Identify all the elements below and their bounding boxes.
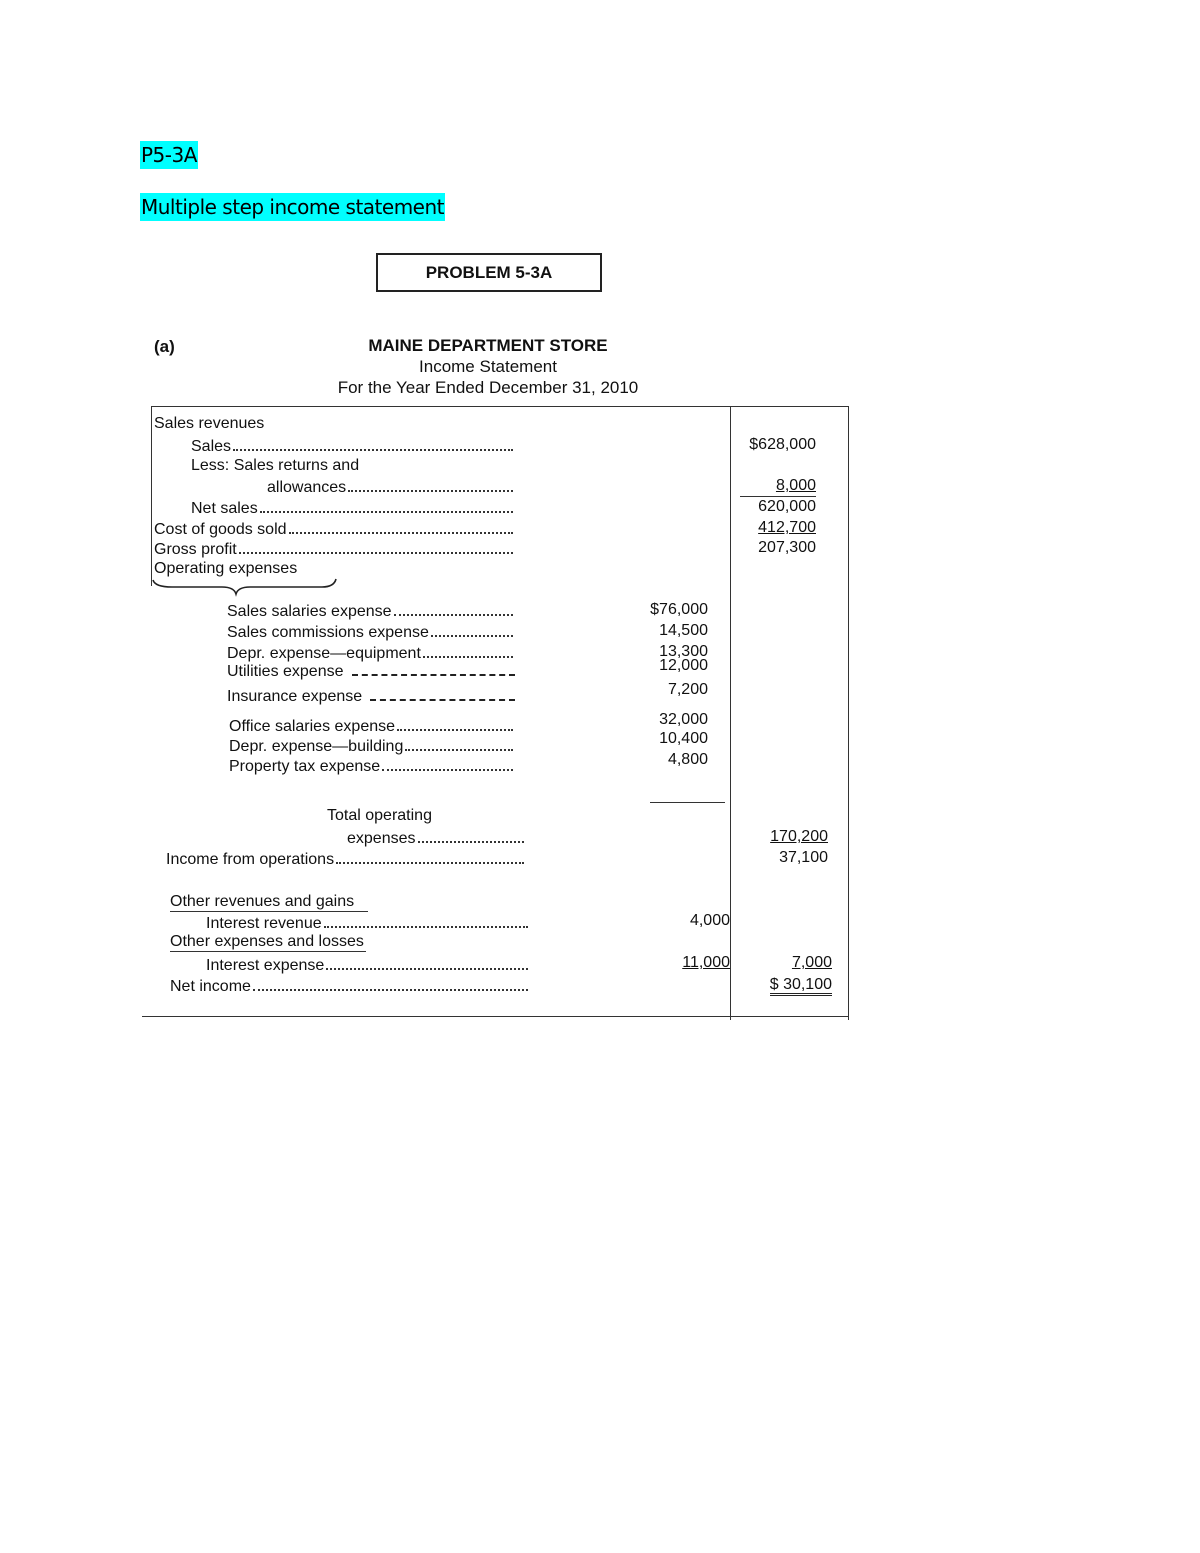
statement-name: Income Statement [419, 357, 557, 376]
leader-dots [260, 497, 513, 513]
leader-dashes [370, 686, 515, 701]
amount-interest-expense: 11,000 [682, 954, 730, 971]
leader-dots [326, 954, 528, 970]
label-property-tax: Property tax expense [229, 758, 381, 775]
leader-dots [336, 848, 524, 864]
leader-dots [233, 435, 513, 451]
amount-income-ops: 37,100 [779, 849, 828, 866]
amount-sales-commissions: 14,500 [659, 622, 708, 639]
label-net-sales: Net sales [191, 500, 258, 517]
leader-dots [239, 538, 513, 554]
amount-sales: $628,000 [749, 436, 816, 453]
amount-depr-building: 10,400 [659, 730, 708, 747]
label-insurance: Insurance expense [227, 688, 363, 705]
line-sales [191, 435, 513, 457]
line-sales-salaries [227, 600, 513, 622]
line-gross-profit [154, 538, 513, 560]
amount-net-income-wrap [754, 975, 832, 995]
problem-box: PROBLEM 5-3A [376, 253, 602, 292]
amount-utilities: 12,000 [659, 657, 708, 674]
line-income-ops [166, 848, 524, 870]
document-subtitle: Multiple step income statement [141, 195, 444, 219]
line-sales-commissions [227, 621, 513, 643]
document-title: P5-3A [141, 143, 197, 167]
amount-insurance: 7,200 [667, 681, 708, 698]
label-allowances: allowances [267, 479, 347, 496]
line-depr-building [229, 735, 513, 757]
leader-dots [423, 642, 513, 658]
amount-sales-salaries: $76,000 [650, 601, 708, 618]
leader-dots [405, 735, 513, 751]
leader-dots [431, 621, 513, 637]
frame-left-rule [151, 406, 152, 586]
amount-other-net: 7,000 [791, 954, 832, 971]
amount-office-salaries: 32,000 [659, 711, 708, 728]
line-net-sales [191, 497, 513, 519]
label-gross-profit: Gross profit [154, 541, 237, 558]
label-depr-building: Depr. expense—building [229, 738, 404, 755]
leader-dots [253, 975, 528, 991]
label-sales-commissions: Sales commissions expense [227, 624, 429, 641]
line-interest-expense [206, 954, 528, 976]
amount-property-tax: 4,800 [667, 751, 708, 768]
line-property-tax [229, 755, 513, 777]
brace-icon [152, 577, 342, 597]
label-total-opex-expenses: expenses [347, 830, 416, 847]
amount-total-opex: 170,200 [770, 828, 828, 845]
line-utilities [227, 661, 515, 682]
amount-net-sales: 620,000 [758, 498, 816, 515]
subtotal-rule [650, 802, 725, 803]
amount-gross-profit: 207,300 [758, 539, 816, 556]
label-other-revenues: Other revenues and gains [170, 893, 368, 912]
amount-net-income: $ 30,100 [770, 976, 832, 996]
line-cogs [154, 518, 513, 540]
label-total-operating: Total operating [327, 807, 432, 824]
label-less-returns: Less: Sales returns and [191, 457, 360, 474]
part-label: (a) [154, 337, 175, 356]
line-office-salaries [229, 715, 513, 737]
frame-top-rule [151, 406, 849, 407]
label-cogs: Cost of goods sold [154, 521, 287, 538]
line-net-income [170, 975, 528, 997]
label-operating-expenses: Operating expenses [154, 560, 298, 577]
label-net-income: Net income [170, 978, 251, 995]
leader-dots [348, 476, 513, 492]
amount-cogs: 412,700 [758, 519, 816, 536]
label-other-expenses: Other expenses and losses [170, 933, 364, 950]
label-utilities: Utilities expense [227, 663, 344, 680]
line-interest-revenue [206, 912, 528, 934]
line-insurance [227, 686, 515, 707]
amount-interest-revenue: 4,000 [689, 912, 730, 929]
company-name: MAINE DEPARTMENT STORE [368, 336, 608, 355]
leader-dots [382, 755, 513, 771]
leader-dots [289, 518, 513, 534]
leader-dots [418, 827, 525, 843]
line-total-opex [347, 827, 524, 849]
amount-depr-equipment: 13,300 [659, 643, 708, 660]
leader-dots [397, 715, 513, 731]
label-interest-expense: Interest expense [206, 957, 325, 974]
label-sales-salaries: Sales salaries expense [227, 603, 392, 620]
label-sales-revenues: Sales revenues [154, 415, 265, 432]
statement-period: For the Year Ended December 31, 2010 [337, 378, 639, 397]
leader-dashes [352, 661, 516, 676]
label-interest-revenue: Interest revenue [206, 915, 322, 932]
line-allowances [267, 476, 513, 498]
label-office-salaries: Office salaries expense [229, 718, 396, 735]
label-sales: Sales [191, 438, 232, 455]
leader-dots [394, 600, 513, 616]
frame-right-rule [848, 406, 849, 1020]
leader-dots [324, 912, 528, 928]
label-depr-equipment: Depr. expense—equipment [227, 645, 421, 662]
amount-returns: 8,000 [775, 477, 816, 494]
label-income-ops: Income from operations [166, 851, 335, 868]
frame-bottom-rule [142, 1016, 849, 1017]
